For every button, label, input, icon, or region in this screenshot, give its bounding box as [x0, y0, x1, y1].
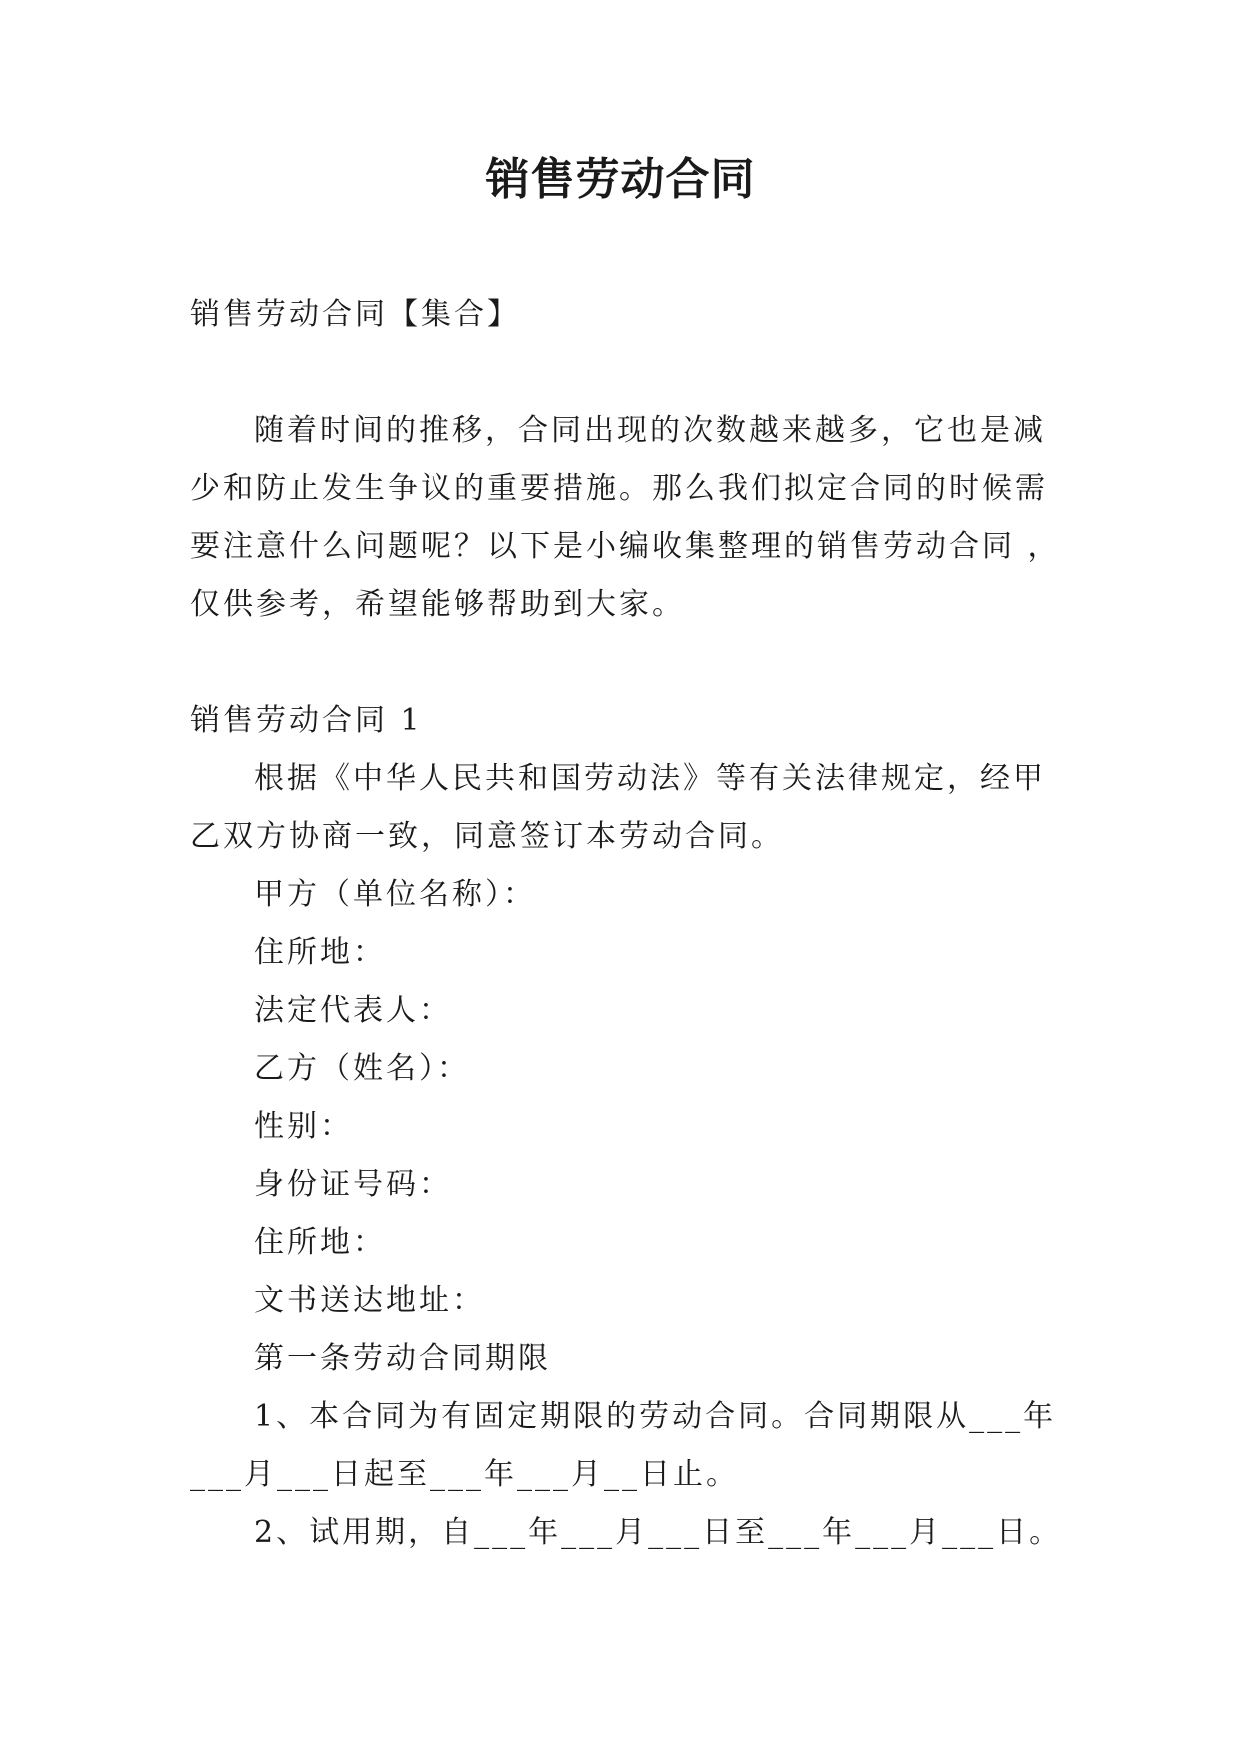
paragraph-spacer [190, 344, 1070, 402]
party-a-name-field: 甲方（单位名称）： [254, 877, 536, 912]
party-b-address-field: 住所地： [254, 1225, 386, 1260]
clause-1-line-2: ___月___日起至___年___月__日止。 [190, 1457, 739, 1492]
preamble-line-2: 乙双方协商一致，同意签订本劳动合同。 [190, 819, 784, 854]
party-a-representative-field: 法定代表人： [254, 993, 452, 1028]
intro-line-3: 要注意什么问题呢？以下是小编收集整理的销售劳动合同 ， [190, 529, 1061, 564]
intro-line-2: 少和防止发生争议的重要措施。那么我们拟定合同的时候需 [190, 471, 1048, 506]
party-b-id-field: 身份证号码： [254, 1167, 452, 1202]
party-b-name-field: 乙方（姓名）： [254, 1051, 470, 1086]
clause-2: 2、试用期，自___年___月___日至___年___月___日。 [254, 1515, 1063, 1550]
article-1-heading: 第一条劳动合同期限 [254, 1341, 551, 1376]
document-title: 销售劳动合同 [485, 154, 756, 205]
party-a-address-field: 住所地： [254, 935, 386, 970]
document-body [190, 286, 1070, 1562]
clause-1-line-1: 1、本合同为有固定期限的劳动合同。合同期限从___年 [254, 1399, 1057, 1434]
section-heading: 销售劳动合同 1 [190, 703, 423, 738]
document-subtitle: 销售劳动合同【集合】 [190, 297, 520, 332]
preamble-line-1: 根据《中华人民共和国劳动法》等有关法律规定，经甲 [254, 761, 1046, 796]
paragraph-spacer [190, 634, 1070, 692]
party-b-mail-address-field: 文书送达地址： [254, 1283, 485, 1318]
intro-line-4: 仅供参考，希望能够帮助到大家。 [190, 587, 685, 622]
party-b-gender-field: 性别： [254, 1109, 353, 1144]
intro-line-1: 随着时间的推移，合同出现的次数越来越多，它也是减 [254, 413, 1046, 448]
